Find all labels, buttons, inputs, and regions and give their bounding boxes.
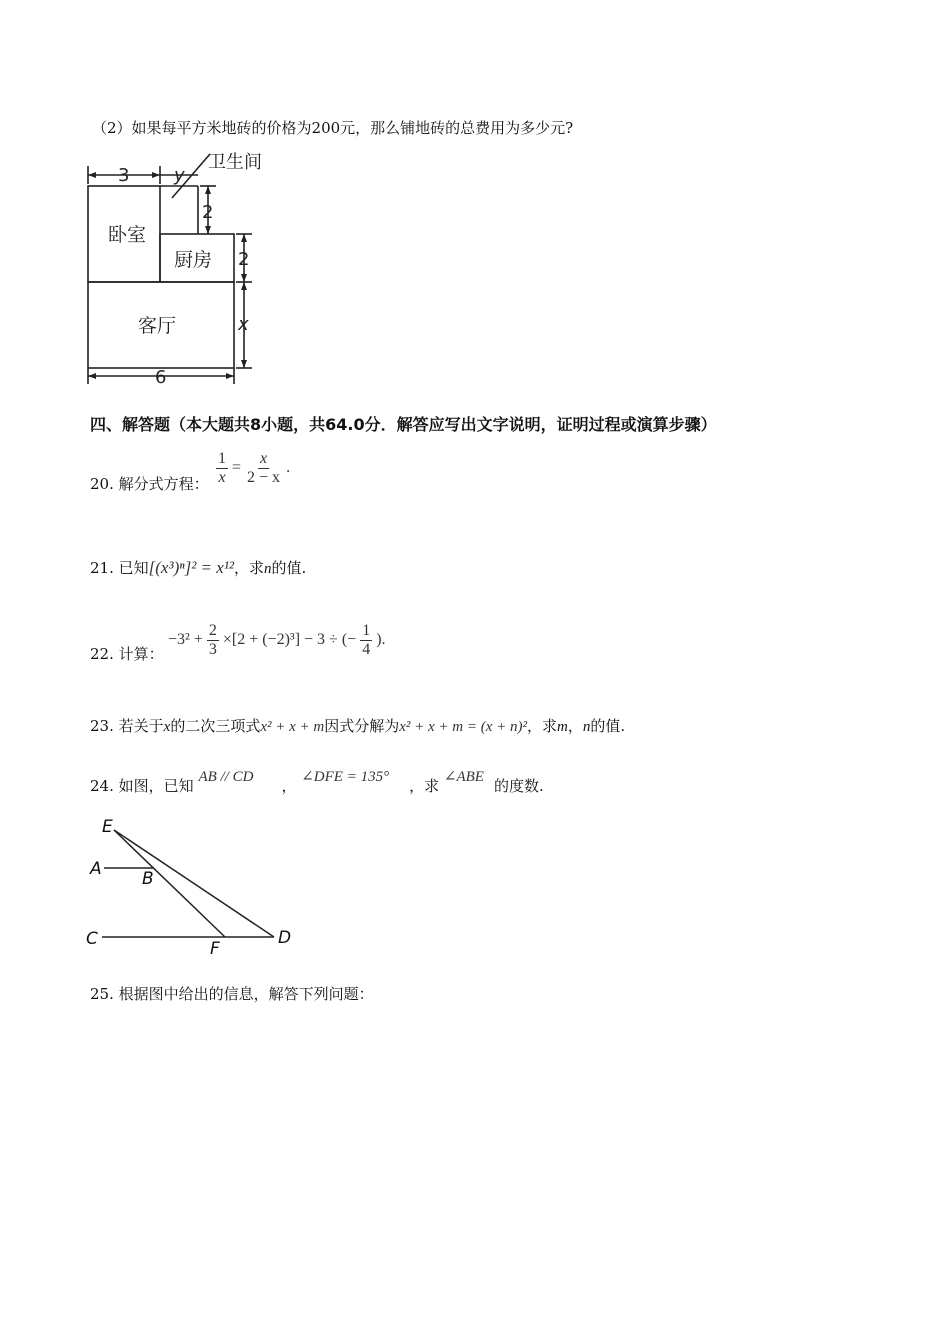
q21-formula: [(x³)ⁿ]² = x¹² (148, 558, 235, 577)
q19-part2-text: （2）如果每平方米地砖的价格为200元，那么铺地砖的总费用为多少元? (92, 119, 574, 137)
q23-t3: 因式分解为 (324, 717, 400, 735)
q22-prefix: 计算： (118, 645, 164, 663)
q22-label (90, 644, 164, 664)
q20-rhs-num: x (259, 450, 268, 467)
q21-line (90, 558, 306, 579)
q25-text: 根据图中给出的信息，解答下列问题： (118, 985, 374, 1003)
label-y: y (174, 165, 185, 186)
q22-frac2-den: 4 (362, 641, 371, 658)
q23-poly: x² + x + m (260, 719, 325, 735)
q24-ask: ∠ABE (443, 769, 484, 785)
q22-part1: −3² + (168, 631, 203, 649)
q21-var: n (264, 561, 272, 577)
line-EF (114, 830, 225, 937)
label-6: 6 (155, 367, 167, 388)
geometry-figure (80, 812, 310, 962)
point-B: B (142, 869, 154, 889)
label-bathroom: 卫生间 (208, 152, 262, 173)
q20-lhs-num: 1 (218, 450, 226, 467)
q20-text: 解分式方程： (118, 475, 209, 493)
q24-t1: 如图，已知 (118, 777, 194, 795)
label-2-right: 2 (238, 249, 250, 270)
q21-suffix2: 的值. (271, 559, 307, 577)
label-living-room: 客厅 (138, 315, 177, 337)
line-ED (114, 830, 274, 937)
point-D: D (278, 928, 292, 948)
q20-rhs-den: 2 − x (247, 469, 281, 486)
q22-part2: ×[2 + (−2)³] − 3 ÷ (− (222, 631, 357, 649)
point-C: C (86, 929, 98, 949)
q22-part3: ) (376, 631, 382, 649)
label-bedroom: 卧室 (108, 224, 147, 246)
q25-line (90, 984, 374, 1004)
label-kitchen: 厨房 (174, 249, 213, 271)
q23-line (90, 716, 625, 737)
q22-expression (168, 622, 386, 659)
q23-t6: 的值. (590, 717, 626, 735)
point-A: A (90, 859, 102, 879)
q21-suffix: ，求 (234, 559, 265, 577)
q23-t5: ， (567, 717, 583, 735)
q23-x: x (163, 719, 171, 735)
q23-m: m (557, 719, 568, 735)
q23-n: n (582, 719, 591, 735)
q24-angle: ∠DFE = 135° (301, 769, 390, 785)
q23-factorization: x² + x + m = (x + n)² (399, 719, 528, 735)
q24-t2: ， (281, 777, 297, 795)
q20-end: . (286, 459, 291, 477)
q22-frac1-num: 2 (208, 622, 217, 639)
q21-number: 21. (90, 559, 114, 577)
q23-t4: ，求 (527, 717, 558, 735)
q25-number: 25. (90, 985, 114, 1003)
q24-line (90, 769, 544, 797)
floorplan-diagram (80, 148, 280, 388)
q20-label (90, 474, 209, 494)
q24-t4: 的度数. (493, 777, 544, 795)
q23-t1: 若关于 (118, 717, 164, 735)
section-heading: 四、解答题（本大题共8小题，共64.0分．解答应写出文字说明，证明过程或演算步骤） (90, 415, 717, 434)
q24-parallel: AB // CD (198, 769, 254, 785)
q22-frac2-num: 1 (362, 622, 371, 639)
q20-eq: = (232, 459, 242, 477)
q22-frac1-den: 3 (208, 641, 217, 658)
q20-number: 20. (90, 475, 114, 493)
q24-number: 24. (90, 777, 114, 795)
q23-number: 23. (90, 717, 114, 735)
q23-t2: 的二次三项式 (170, 717, 261, 735)
q22-end: . (381, 631, 386, 649)
q20-lhs-den: x (218, 469, 226, 486)
q21-prefix: 已知 (118, 559, 149, 577)
label-x: x (238, 314, 249, 335)
label-2-upper: 2 (202, 202, 214, 223)
q20-equation (216, 450, 290, 487)
point-E: E (102, 817, 113, 837)
q22-number: 22. (90, 645, 114, 663)
label-3: 3 (118, 165, 130, 186)
q24-t3: ，求 (409, 777, 440, 795)
point-F: F (210, 939, 220, 959)
